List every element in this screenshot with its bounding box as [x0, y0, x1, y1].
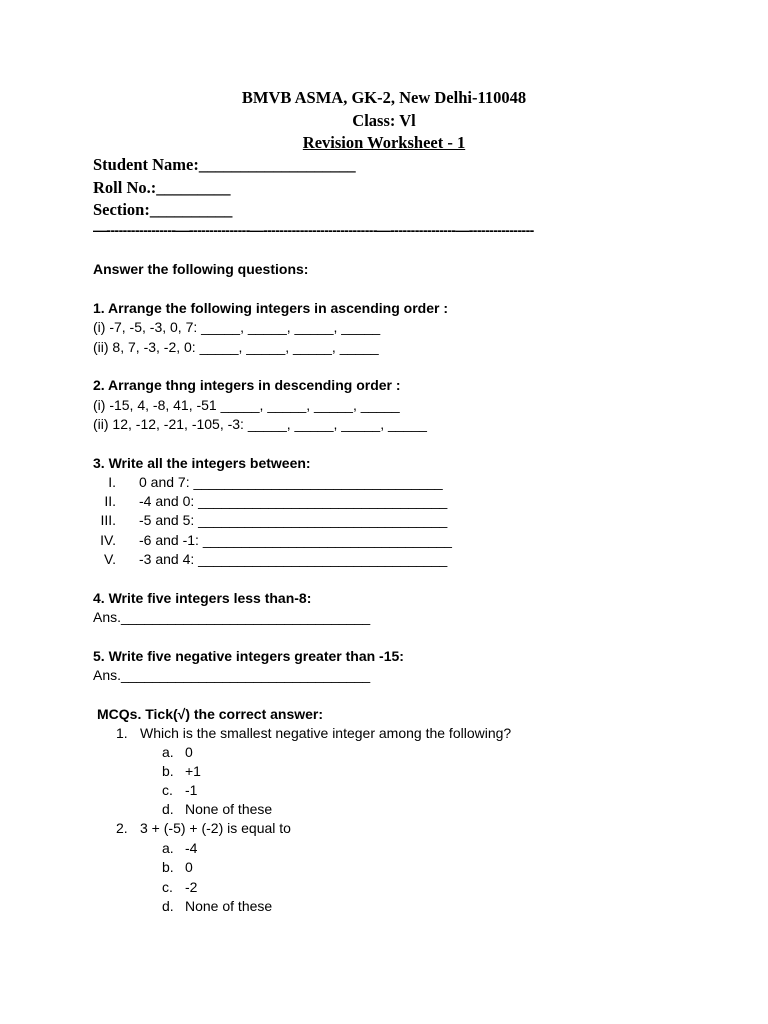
mcq-number: 1.: [116, 725, 128, 741]
option-text: +1: [185, 763, 201, 779]
roman-numeral: III.: [100, 512, 116, 528]
question-3-item: -4 and 0: ________________________________: [139, 493, 448, 509]
option-letter: b.: [162, 763, 174, 779]
instructions: Answer the following questions:: [93, 261, 309, 277]
roll-number-field: Roll No.:_________: [93, 178, 231, 197]
question-1-heading: 1. Arrange the following integers in ascending order :: [93, 300, 448, 316]
option-letter: d.: [162, 898, 174, 914]
option-text: -4: [185, 840, 198, 856]
question-4-heading: 4. Write five integers less than-8:: [93, 590, 312, 606]
school-name: BMVB ASMA, GK-2, New Delhi-110048: [241, 88, 527, 107]
roman-numeral: V.: [104, 551, 116, 567]
roman-numeral: II.: [104, 493, 116, 509]
class-label: Class: Vl: [352, 111, 416, 130]
question-1-item-ii: (ii) 8, 7, -3, -2, 0: _____, _____, _____, _____: [93, 339, 379, 355]
option-letter: a.: [162, 840, 174, 856]
option-text: 0: [185, 859, 193, 875]
question-5-answer-line: Ans.________________________________: [93, 667, 371, 683]
option-letter: c.: [162, 879, 173, 895]
option-text: None of these: [185, 801, 273, 817]
option-text: -2: [185, 879, 198, 895]
roman-numeral: IV.: [100, 532, 116, 548]
question-3-heading: 3. Write all the integers between:: [93, 455, 311, 471]
mcq-number: 2.: [116, 820, 128, 836]
mcq-question-text: 3 + (-5) + (-2) is equal to: [140, 820, 291, 836]
question-3-item: -5 and 5: ________________________________: [139, 512, 448, 528]
option-letter: b.: [162, 859, 174, 875]
question-2-item-ii: (ii) 12, -12, -21, -105, -3: _____, _____, _____, _____: [93, 416, 427, 432]
option-letter: c.: [162, 782, 173, 798]
question-3-item: -6 and -1: ________________________________: [139, 532, 452, 548]
section-field: Section:__________: [93, 200, 233, 219]
option-text: -1: [185, 782, 198, 798]
student-name-field: Student Name:___________________: [93, 155, 356, 174]
question-3-item: -3 and 4: ________________________________: [139, 551, 448, 567]
worksheet-title: Revision Worksheet - 1: [302, 133, 466, 152]
question-2-heading: 2. Arrange thng integers in descending order :: [93, 377, 401, 393]
question-2-item-i: (i) -15, 4, -8, 41, -51 _____, _____, _____, _____: [93, 397, 400, 413]
option-text: 0: [185, 744, 193, 760]
roman-numeral: I.: [108, 474, 116, 490]
option-letter: d.: [162, 801, 174, 817]
question-5-heading: 5. Write five negative integers greater than -15:: [93, 648, 404, 664]
question-1-item-i: (i) -7, -5, -3, 0, 7: _____, _____, _____, _____: [93, 319, 381, 335]
question-3-item: 0 and 7: ________________________________: [139, 474, 443, 490]
mcq-heading: MCQs. Tick(√) the correct answer:: [97, 706, 324, 722]
section-divider: —-----------------—---------------—----------------------------—----------------—----------------: [93, 222, 534, 238]
question-4-answer-line: Ans.________________________________: [93, 609, 371, 625]
mcq-question-text: Which is the smallest negative integer among the following?: [140, 725, 512, 741]
option-text: None of these: [185, 898, 273, 914]
option-letter: a.: [162, 744, 174, 760]
